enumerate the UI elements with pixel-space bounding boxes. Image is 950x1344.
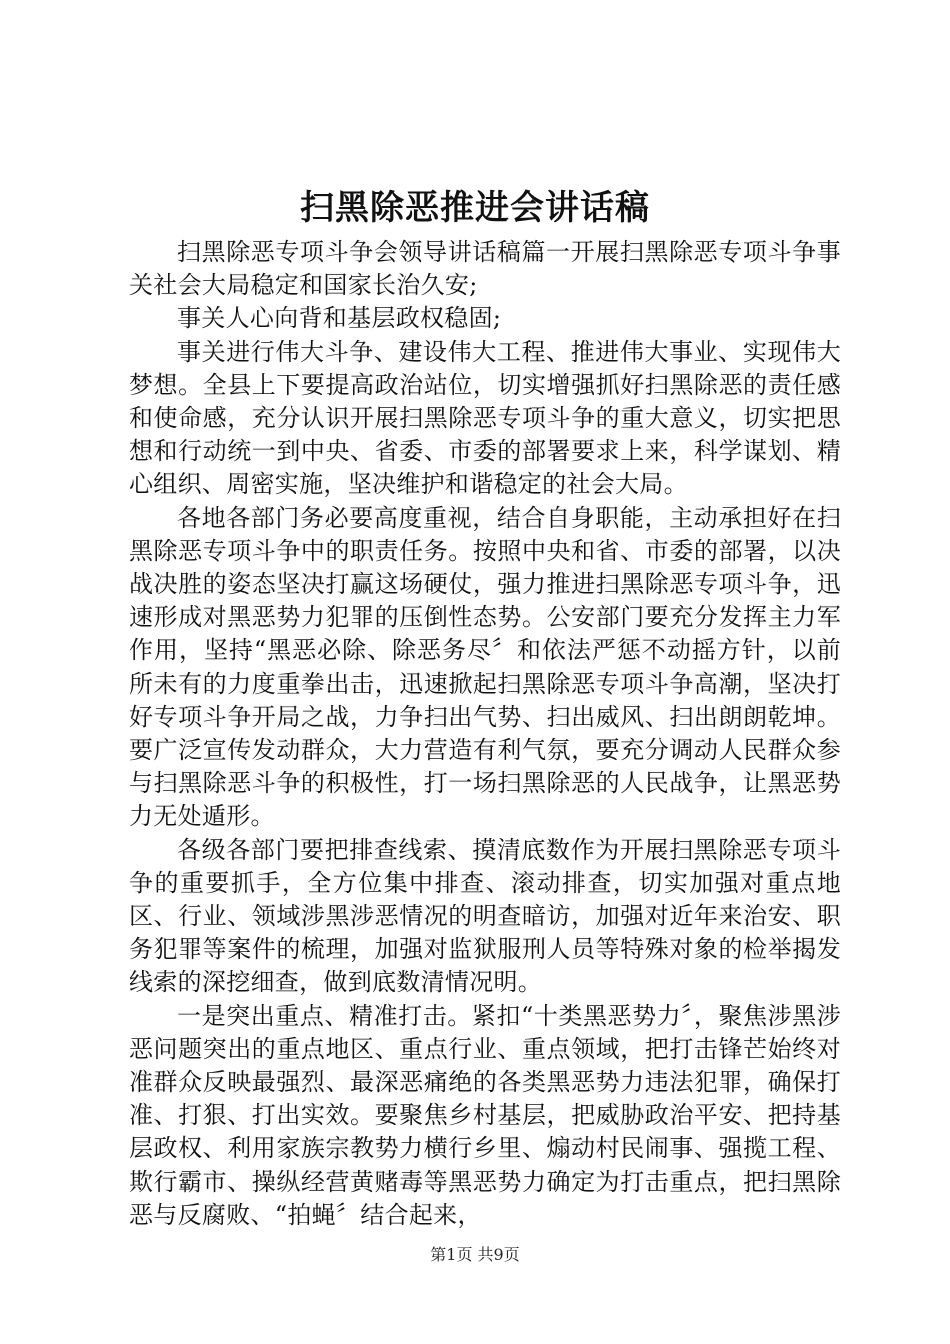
paragraph: 各地各部门务必要高度重视，结合自身职能，主动承担好在扫黑除恶专项斗争中的职责任务。按照中央和省、市委的部署，以决战决胜的姿态坚决打赢这场硬仗，强力推进扫黑除恶专项斗争，迅速形成对黑恶势力犯罪的压倒性态势。公安部门要充分发挥主力军作用，坚持“黑恶必除、除恶务尽〞和依法严惩不动摇方针，以前所未有的力度重拳出击，迅速掀起扫黑除恶专项斗争高潮，坚决打好专项斗争开局之战，力争扫出气势、扫出威风、扫出朗朗乾坤。要广泛宣传发动群众，大力营造有利气氛，要充分调动人民群众参与扫黑除恶斗争的积极性，打一场扫黑除恶的人民战争，让黑恶势力无处遁形。 (129, 503, 841, 831)
paragraph: 事关进行伟大斗争、建设伟大工程、推进伟大事业、实现伟大梦想。全县上下要提高政治站位，切实增强抓好扫黑除恶的责任感和使命感，充分认识开展扫黑除恶专项斗争的重大意义，切实把思想和行动统一到中央、省委、市委的部署要求上来，科学谋划、精心组织、周密实施，坚决维护和谐稳定的社会大局。 (129, 337, 841, 499)
document-title: 扫黑除恶推进会讲话稿 (300, 188, 650, 228)
paragraph: 扫黑除恶专项斗争会领导讲话稿篇一开展扫黑除恶专项斗争事关社会大局稳定和国家长治久安; (129, 238, 841, 300)
paragraph: 各级各部门要把排查线索、摸清底数作为开展扫黑除恶专项斗争的重要抓手，全方位集中排查、滚动排查，切实加强对重点地区、行业、领域涉黑涉恶情况的明查暗访，加强对近年来治安、职务犯罪等案件的梳理，加强对监狱服刑人员等特殊对象的检举揭发线索的深挖细查，做到底数清情况明。 (129, 835, 841, 997)
paragraph: 一是突出重点、精准打击。紧扣“十类黑恶势力〞，聚焦涉黑涉恶问题突出的重点地区、重点行业、重点领域，把打击锋芒始终对准群众反映最强烈、最深恶痛绝的各类黑恶势力违法犯罪，确保打准、打狠、打出实效。要聚焦乡村基层，把威胁政治平安、把持基层政权、利用家族宗教势力横行乡里、煽动村民闹事、强揽工程、欺行霸市、操纵经营黄赌毒等黑恶势力确定为打击重点，把扫黑除恶与反腐败、“拍蝇〞结合起来， (129, 1001, 841, 1229)
document-body (129, 236, 841, 1232)
page-number-footer: 第1页 共9页 (430, 1245, 520, 1264)
paragraph: 事关人心向背和基层政权稳固; (177, 304, 502, 333)
